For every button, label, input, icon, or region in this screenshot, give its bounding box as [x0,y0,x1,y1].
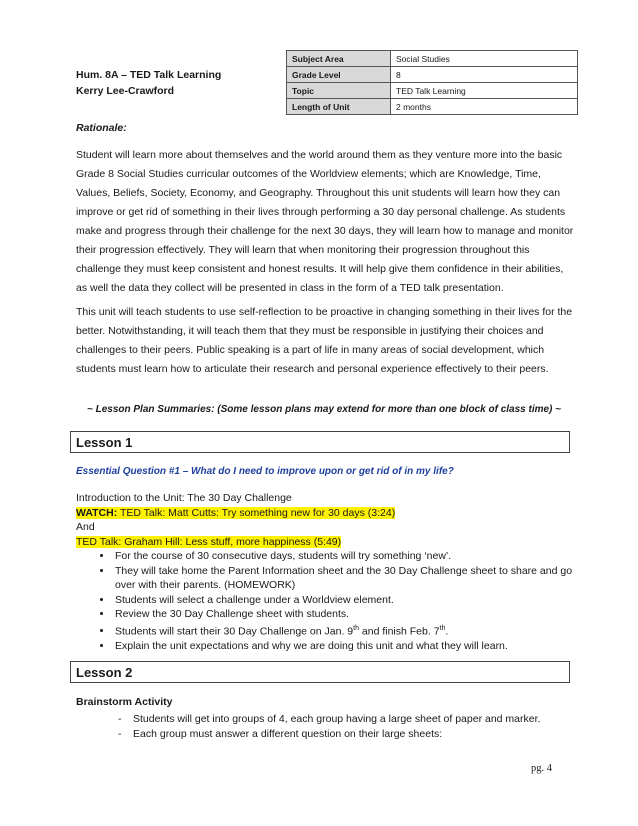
and-line: And [76,521,95,533]
info-label: Topic [287,83,391,99]
list-item: - Each group must answer a different question on their large sheets: [118,728,443,740]
rationale-heading: Rationale: [76,122,127,134]
ted-talk-link-2[interactable]: TED Talk: Graham Hill: Less stuff, more happiness (5:49) [76,535,342,548]
teacher-name: Kerry Lee-Crawford [76,85,175,97]
lesson-1-bullet-list [93,549,593,653]
info-label: Subject Area [287,51,391,67]
intro-line: Introduction to the Unit: The 30 Day Challenge [76,492,292,504]
rationale-paragraph-1: Student will learn more about themselves and the world around them as they venture more into the basic Grade 8 Social Studies curricular outcomes of the Worldview elements; which are Knowledge, Time, Values, Beliefs, Society, Economy, and Geography. Throughout this unit students will learn how they can improve or get rid of something in their lives through performing a 30 day personal challenge. As students make and progress through their challenge for the next 30 days, they will learn how to manage and monitor their progression effectively. They will learn that when monitoring their progression throughout this challenge they must keep consistent and honest results. It will help give them confidence in their abilities, as well the data they collect will be presented in class in the form of a TED talk presentation. [76,149,574,294]
list-item: • They will take home the Parent Information sheet and the 30 Day Challenge sheet to share and go over with their parents. (HOMEWORK) [113,564,593,593]
page-number: pg. 4 [531,763,552,774]
lesson-1-intro-block [76,491,395,549]
essential-question: Essential Question #1 – What do I need to improve upon or get rid of in my life? [76,466,454,477]
table-row [287,99,578,115]
list-item: • Review the 30 Day Challenge sheet with students. [113,607,593,622]
list-item: • Explain the unit expectations and why we are doing this unit and what they will learn. [113,639,593,654]
course-title: Hum. 8A – TED Talk Learning [76,69,222,81]
table-row [287,51,578,67]
watch-line [76,506,395,521]
lesson-1-title: Lesson 1 [70,431,570,453]
info-value: 2 months [391,99,578,115]
list-item: • For the course of 30 consecutive days, students will try something ‘new’. [113,549,593,564]
info-value: Social Studies [391,51,578,67]
document-header [76,67,221,99]
ted-line-2 [76,535,395,550]
watch-label: WATCH: TED Talk: Matt Cutts: Try something new for 30 days (3:24) [76,506,396,519]
lesson-summaries-heading: ~ Lesson Plan Summaries: (Some lesson plans may extend for more than one block of class time) ~ [86,404,562,415]
list-item: • Students will start their 30 Day Challenge on Jan. 9th and finish Feb. 7th. [113,622,593,639]
info-label: Grade Level [287,67,391,83]
table-row [287,67,578,83]
info-value: 8 [391,67,578,83]
info-value: TED Talk Learning [391,83,578,99]
info-label: Length of Unit [287,99,391,115]
list-item: • Students will select a challenge under a Worldview element. [113,593,593,608]
table-row [287,83,578,99]
lesson-2-title: Lesson 2 [70,661,570,683]
unit-info-table [286,50,578,115]
list-item: - Students will get into groups of 4, each group having a large sheet of paper and marker. [118,713,541,725]
brainstorm-heading: Brainstorm Activity [76,696,173,708]
rationale-paragraph-2: This unit will teach students to use self-reflection to be proactive in changing something in their lives for the better. Notwithstanding, it will teach them that they must be responsible in justifying their choices and challenges to their peers. Public speaking is a part of life in many areas of social development, which students must learn how to articulate their research and personal experience effectively to their peers. [76,306,573,375]
ted-talk-link-1[interactable]: TED Talk: Matt Cutts: Try something new for 30 days (3:24) [117,506,396,519]
